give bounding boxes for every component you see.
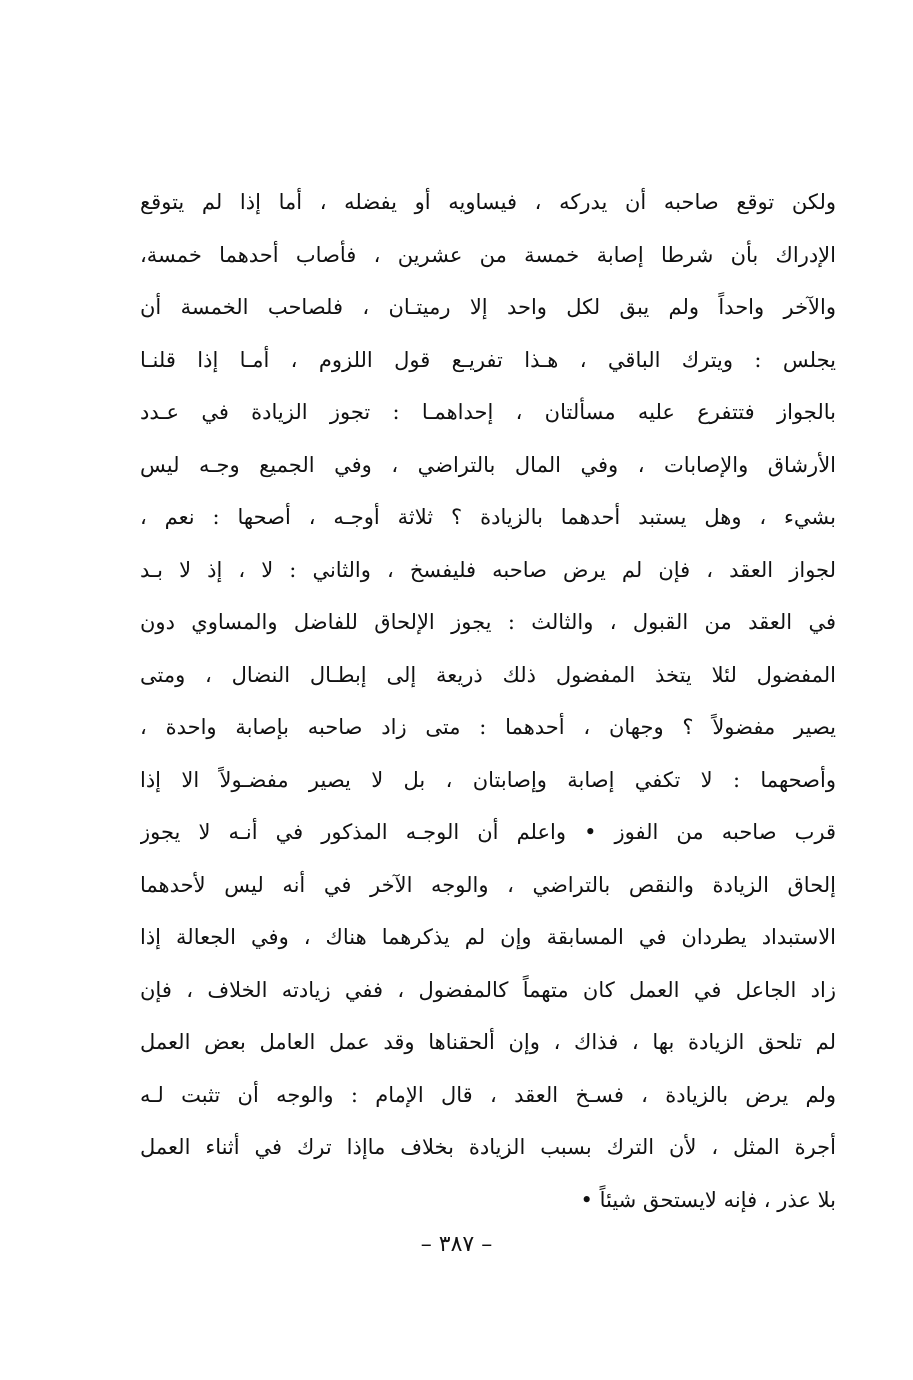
text-line-5: بالجواز فتتفرع عليه مسألتان ، إحداهمـا : تجوز الزيادة في عـدد: [140, 400, 836, 424]
body-text: [140, 176, 836, 1226]
text-line-12: وأصحهما : لا تكفي إصابة وإصابتان ، بل لا يصير مفضـولاً الا إذا: [140, 767, 836, 792]
text-line-8: لجواز العقد ، فإن لم يرض صاحبه فليفسخ ، والثاني : لا ، إذ لا بـد: [140, 557, 836, 582]
text-line-3: والآخر واحداً ولم يبق لكل واحد إلا رميتـان ، فلصاحب الخمسة أن: [140, 295, 836, 319]
text-line-17: لم تلحق الزيادة بها ، فذاك ، وإن ألحقناها وقد عمل العامل بعض العمل: [140, 1030, 836, 1054]
text-line-14: إلحاق الزيادة والنقص بالتراضي ، والوجه الآخر في أنه ليس لأحدهما: [140, 872, 836, 897]
text-line-9: في العقد من القبول ، والثالث : يجوز الإلحاق للفاضل والمساوي دون: [140, 610, 836, 634]
text-line-2: الإدراك بأن شرطا إصابة خمسة من عشرين ، فأصاب أحدهما خمسة،: [140, 242, 836, 267]
text-line-6: الأرشاق والإصابات ، وفي المال بالتراضي ، وفي الجميع وجـه ليس: [140, 452, 836, 477]
text-line-18: ولم يرض بالزيادة ، فسـخ العقد ، قال الإمام : والوجه أن تثبت لـه: [140, 1082, 836, 1107]
text-line-15: الاستبداد يطردان في المسابقة وإن لم يذكرهما هناك ، وفي الجعالة إذا: [140, 925, 836, 949]
text-line-10: المفضول لئلا يتخذ المفضول ذلك ذريعة إلى إبطـال النضال ، ومتى: [140, 662, 836, 687]
text-line-19: أجرة المثل ، لأن الترك بسبب الزيادة بخلاف ماإذا ترك في أثناء العمل: [140, 1135, 836, 1159]
text-line-11: يصير مفضولاً ؟ وجهان ، أحدهما : متى زاد صاحبه بإصابة واحدة ،: [140, 715, 836, 739]
text-line-16: زاد الجاعل في العمل كان متهماً كالمفضول ، ففي زيادته الخلاف ، فإن: [140, 977, 836, 1002]
text-line-1: ولكن توقع صاحبه أن يدركه ، فيساويه أو يفضله ، أما إذا لم يتوقع: [140, 190, 836, 214]
text-line-7: بشيء ، وهل يستبد أحدهما بالزيادة ؟ ثلاثة أوجـه ، أصحها : نعم ،: [140, 505, 836, 529]
text-line-13: قرب صاحبه من الفوز • واعلم أن الوجـه المذكور في أنـه لا يجوز: [140, 820, 836, 844]
page-number: – ٣٨٧ –: [420, 1232, 493, 1257]
text-line-4: يجلس : ويترك الباقي ، هـذا تفريـع قول اللزوم ، أمـا إذا قلنـا: [140, 347, 836, 372]
text-line-20: بلا عذر ، فإنه لايستحق شيئاً •: [580, 1187, 836, 1212]
